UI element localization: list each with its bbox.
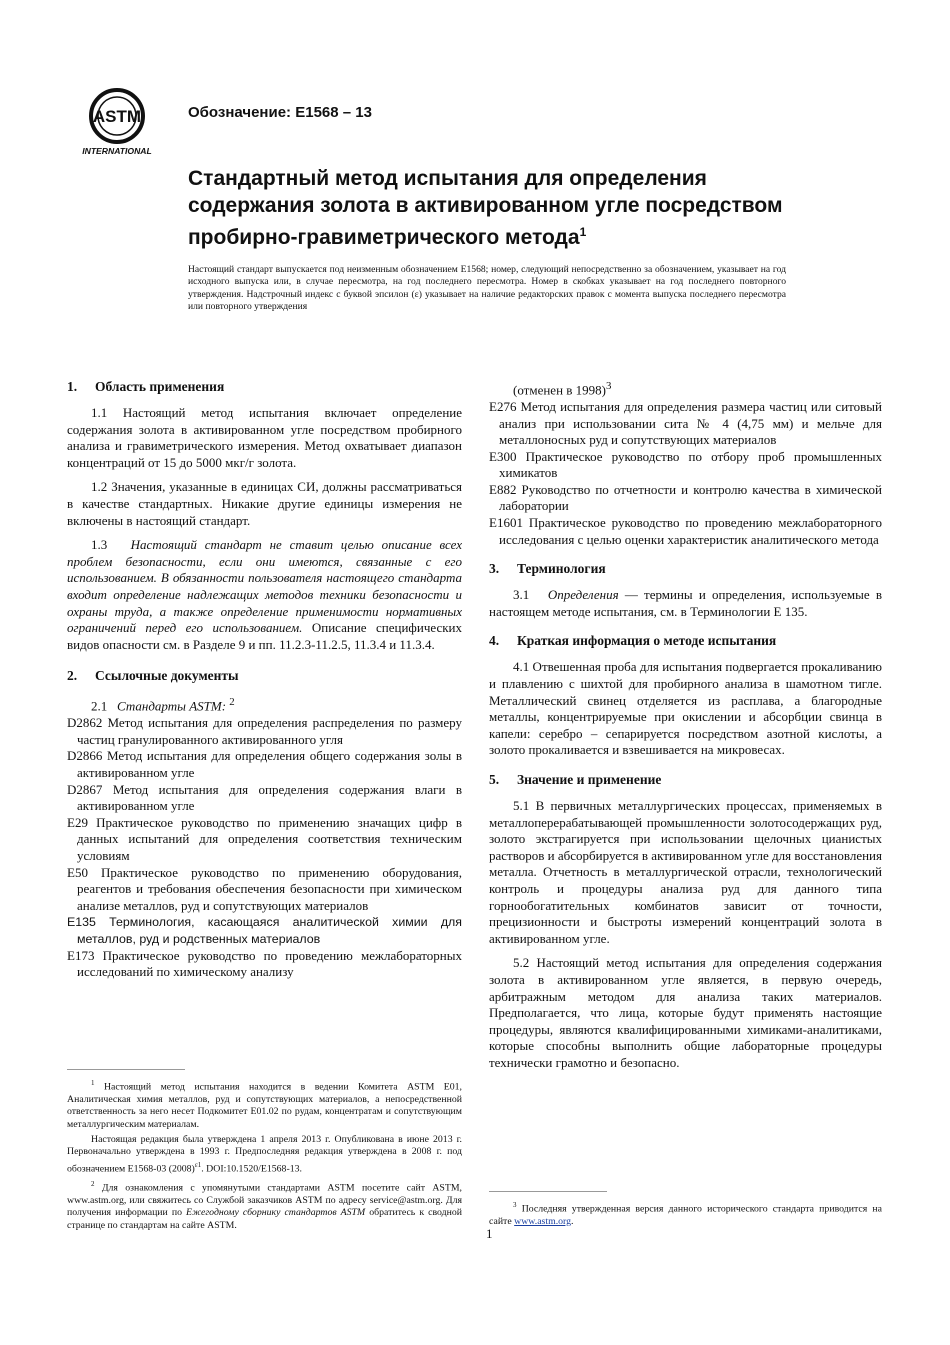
logo-text-bottom: INTERNATIONAL	[82, 146, 152, 156]
astm-logo	[76, 86, 158, 158]
document-title	[188, 165, 808, 251]
section-3-heading: 3. Терминология	[489, 561, 606, 577]
section-1-heading: 1. Область применения	[67, 379, 225, 394]
intro-note: Настоящий стандарт выпускается под неизменным обозначением E1568; номер, следующий непосредственно за обозначением, указывает на год исходного выпуска или, в случае пересмотра, на год последнего пересмотра. Номер в скобках указывает на год последнего повторного утверждения. Надстрочный индекс с буквой эпсилон (ε) указывает на наличие редакторских правок с момента выпуска последнего пересмотра или повторного утверждения	[188, 264, 786, 313]
footnotes-left	[67, 1077, 462, 1234]
ref-e1601: E1601 Практическое руководство по проведению межлабораторного исследования с целью оценки характеристик аналитического метода	[489, 515, 882, 547]
title-footnote-ref[interactable]: 1	[579, 225, 587, 239]
section-5-heading: 5. Значение и применение	[489, 772, 662, 788]
ref-d2866: D2866 Метод испытания для определения общего содержания золы в активированном угле	[67, 748, 462, 781]
ref-e276: E276 Метод испытания для определения размера частиц или ситовый анализ при использовании сита № 4 (4,75 мм) и мельче для металлоносных руд и сопутствующих материалов	[489, 398, 882, 448]
title-text: Стандартный метод испытания для определения содержания золота в активированном угле посредством пробирно-гравиметрического метода	[188, 167, 783, 249]
section-4-heading: 4. Краткая информация о методе испытания	[489, 633, 777, 649]
para-5-2: 5.2 Настоящий метод испытания для определения содержания золота в активированном угле является, в первую очередь, арбитражным методом для анализа таких материалов. Предполагается, что лица, которые будут применять настоящие процедуры, являются квалифицированными химиками-аналитиками, которые способны выполнить общие лабораторные процедуры технически грамотно и безопасно.	[489, 955, 882, 1070]
para-5-1: 5.1 В первичных металлургических процессах, применяемых в металлоперерабатывающей промышленности золотосодержащих руд, золото экстрагируется при использовании щелочных цианистых растворов и абсорбируется в активированном угле для восстановления металла. Отчетность в металлургической отрасли, технологический контроль и процедуры анализа руд для данного типа горнообогатительных комбинатов зависит от точности, прецизионности и быстроты измерений концентраций золота в активированном угле.	[489, 798, 882, 946]
ref-e29: E29 Практическое руководство по применению значащих цифр в данных испытаний для определения соответствия техническим условиям	[67, 814, 462, 863]
footnote-rule-left	[67, 1069, 185, 1070]
ref-e135: E135 Терминология, касающаяся аналитической химии для металлов, руд и родственных материалов	[67, 915, 462, 946]
para-4-1: 4.1 Отвешенная проба для испытания подвергается прокаливанию и плавлению с шихтой для пробирного анализа в шамотном тигле. Металлический свинец отделяется из расплава, а благородные металлы, концентрируемые при окислении и абсорбции свинца в капели: серебро – сепарируется посредством азотной кислоты, а золото прокаливается и взвешивается на микровесах.	[489, 659, 882, 758]
right-column	[489, 378, 882, 1080]
ref-e50: E50 Практическое руководство по применению оборудования, реагентов и требования обеспечения безопасности при химическом анализе металлов, руд и сопутствующих материалов	[67, 864, 462, 913]
footnote-3: $^3$ Последняя утвержденная версия данного исторического стандарта приводится на сайте www.astm.org.	[489, 1201, 883, 1227]
footnotes-right	[489, 1199, 882, 1230]
section-2-heading: 2. Ссылочные документы	[67, 668, 239, 684]
ref-d2862: D2862 Метод испытания для определения распределения по размеру частиц гранулированного активированного угля	[67, 715, 462, 747]
para-1-2: 1.2 Значения, указанные в единицах СИ, должны рассматриваться в качестве стандартных. Никакие другие единицы измерения не включены в настоящий стандарт.	[67, 479, 462, 528]
footnote-1: $^1$ Настоящий метод испытания находится в ведении Комитета ASTM E01, Аналитическая химия металлов, руд и сопутствующих материалов, а непосредственной ответственность за него несет Подкомитет E01.02 по рудам, концентратам и сопутствующим металлургическим материалам.	[67, 1079, 462, 1131]
ref-e882: E882 Руководство по отчетности и контролю качества в химической лаборатории	[489, 481, 882, 514]
ref-e173-cont: (отменен в 1998)$^3$	[513, 380, 612, 398]
subsection-2-1: 2.1 Стандарты ASTM: $^2$	[91, 696, 235, 714]
footnote-rule-right	[489, 1191, 607, 1192]
ref-e173: E173 Практическое руководство по проведению межлабораторных исследований по химическому анализу	[67, 947, 462, 980]
left-column	[67, 378, 462, 981]
ref-d2867: D2867 Метод испытания для определения содержания влаги в активированном угле	[67, 781, 462, 814]
para-1-3: 1.3 Настоящий стандарт не ставит целью описание всех проблем безопасности, если они имеются, связанные с его использованием. В обязанности пользователя настоящего стандарта входит определение надлежащих методов техники безопасности и охраны труда, а также определение применимости нормативных ограничений перед его использованием. Описание специфических видов опасности см. в Разделе 9 и пп. 11.2.3-11.2.5, 11.3.4 и 11.3.4.	[67, 537, 462, 652]
ref-e300: E300 Практическое руководство по отбору проб промышленных химикатов	[489, 448, 882, 481]
para-1-1: 1.1 Настоящий метод испытания включает определение содержания золота в активированном угле посредством пробирного анализа и гравиметрического измерения. Метод охватывает диапазон концентраций от 15 до 5000 мкг/г золота.	[67, 405, 462, 470]
page-number: 1	[486, 1226, 493, 1241]
footnote-1b: Настоящая редакция была утверждена 1 апреля 2013 г. Опубликована в июне 2013 г. Первоначально утверждена в 1993 г. Предпоследняя редакция утверждена в 2008 г. под обозначением E1568-03 $(2008)^{\varepsilon 1}$. DOI:10.1520/E1568-13.	[67, 1133, 462, 1175]
logo-text-top: ASTM	[92, 107, 142, 126]
designation: Обозначение: E1568 – 13	[188, 104, 372, 121]
astm-link[interactable]: www.astm.org	[514, 1215, 572, 1227]
footnote-2: $^2$ Для ознакомления с упомянутыми стандартами ASTM посетите сайт ASTM, www.astm.org, или свяжитесь со Службой заказчиков ASTM по адресу service@astm.org. Для получения информации по Ежегодному сборнику стандартов ASTM обратитесь к сводной странице по стандартам на сайте ASTM.	[67, 1179, 463, 1231]
para-3-1: 3.1 Определения — термины и определения, используемые в настоящем методе испытания, см. в Терминологии E 135.	[489, 587, 883, 619]
